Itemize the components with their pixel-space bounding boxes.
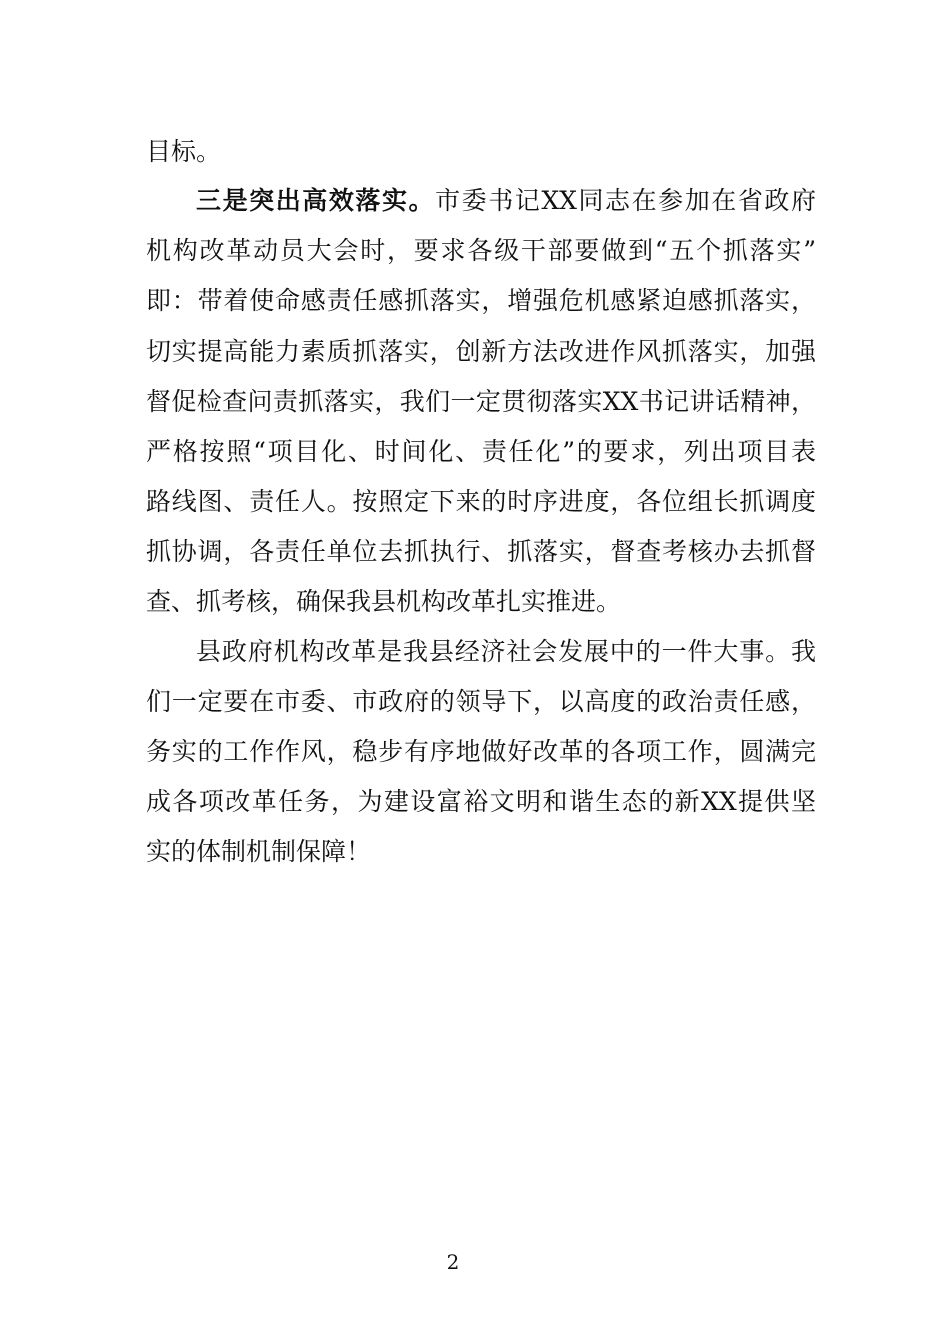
- paragraph-line: 查、抓考核，确保我县机构改革扎实推进。: [146, 587, 622, 616]
- paragraph-line: 机构改革动员大会时，要求各级干部要做到“五个抓落实”: [146, 236, 816, 265]
- paragraph-line: 切实提高能力素质抓落实，创新方法改进作风抓落实，加强: [146, 337, 816, 366]
- paragraph-line: 们一定要在市委、市政府的领导下，以高度的政治责任感，: [146, 687, 816, 716]
- text-line: 目标。: [146, 137, 222, 166]
- paragraph-line: 实的体制机制保障！: [146, 837, 372, 866]
- paragraph-heading: 三是突出高效落实。: [196, 186, 436, 215]
- text-line: 市委书记XX同志在参加在省政府: [435, 186, 816, 215]
- paragraph-line: 抓协调，各责任单位去抓执行、抓落实，督查考核办去抓督: [146, 537, 816, 566]
- paragraph-line: 严格按照“项目化、时间化、责任化”的要求，列出项目表: [146, 437, 816, 466]
- paragraph-first-line: 县政府机构改革是我县经济社会发展中的一件大事。我: [196, 637, 816, 666]
- paragraph-line: 成各项改革任务，为建设富裕文明和谐生态的新XX提供坚: [146, 787, 816, 816]
- paragraph-line: [146, 136, 816, 168]
- page-number: 2: [446, 1250, 460, 1274]
- paragraph-line: 路线图、责任人。按照定下来的时序进度，各位组长抓调度: [146, 487, 816, 516]
- paragraph-line: 即：带着使命感责任感抓落实，增强危机感紧迫感抓落实，: [146, 286, 816, 315]
- paragraph-first-line: [196, 185, 816, 217]
- paragraph-line: 督促检查问责抓落实，我们一定贯彻落实XX书记讲话精神，: [146, 387, 816, 416]
- paragraph-line: 务实的工作作风，稳步有序地做好改革的各项工作，圆满完: [146, 737, 816, 766]
